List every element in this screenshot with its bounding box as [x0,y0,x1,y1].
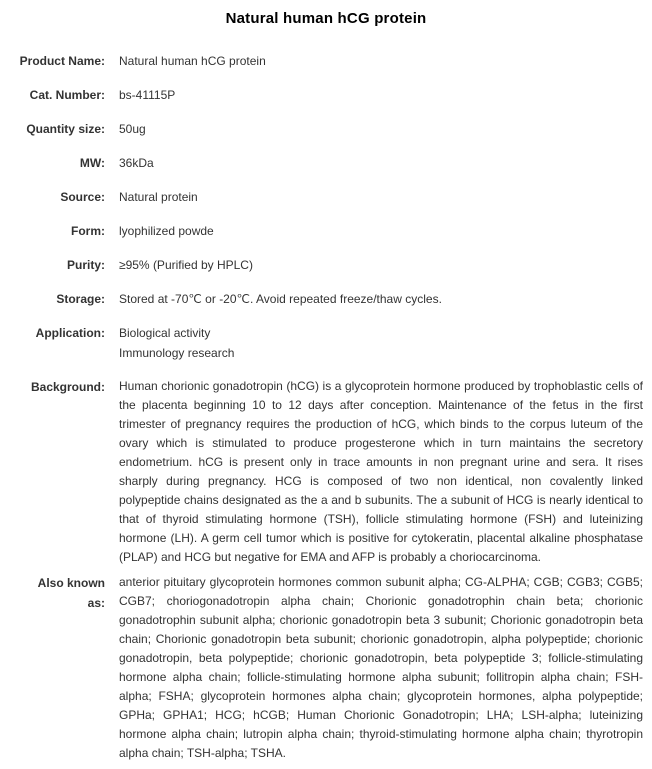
field-row-application [0,323,652,363]
mw-label: MW: [79,156,105,170]
storage-label: Storage: [56,292,105,306]
field-row-product-name [0,51,652,71]
quantity-size-label: Quantity size: [26,122,105,136]
source-label: Source: [60,190,105,204]
field-row-mw [0,153,652,173]
form-value: lyophilized powde [119,224,214,238]
application-line-1: Biological activity [119,326,211,340]
storage-value: Stored at -70℃ or -20℃. Avoid repeated freeze/thaw cycles. [119,292,442,306]
product-name-label: Product Name: [19,54,105,68]
field-row-source [0,187,652,207]
field-row-form [0,221,652,241]
field-row-background [0,377,652,567]
application-line-2: Immunology research [119,346,235,360]
also-known-as-value: anterior pituitary glycoprotein hormones common subunit alpha; CG-ALPHA; CGB; CGB3; CGB5; CGB7; choriogonadotropin alpha chain; Chorionic gonadotrophin chain beta; chorionic gonadotrophin subunit alpha; chorionic gonadotropin beta 3 subunit; Chorionic gonadotropin beta chain; Chorionic gonadotropin beta subunit; chorionic gonadotropin, alpha polypeptide; chorionic gonadotropin, beta polypeptide; chorionic gonadotropin, beta polypeptide 3; follicle-stimulating hormone alpha chain; follicle-stimulating hormone alpha subunit; follitropin alpha chain; FSH-alpha; FSHA; glycoprotein hormones alpha chain; glycoprotein hormones, alpha polypeptide; GPHa; GPHA1; HCG; hCGB; Human Chorionic Gonadotropin; LHA; LSH-alpha; luteinizing hormone alpha chain; lutropin alpha chain; thyroid-stimulating hormone alpha chain; thyrotropin alpha chain; TSH-alpha; TSHA. [119,575,643,760]
mw-value: 36kDa [119,156,154,170]
cat-number-value: bs-41115P [119,88,176,102]
field-row-purity [0,255,652,275]
field-row-also-known-as [0,573,652,763]
purity-label: Purity: [66,258,105,272]
product-name-value: Natural human hCG protein [119,54,266,68]
page-title: Natural human hCG protein [225,10,427,27]
source-value: Natural protein [119,190,198,204]
purity-value: ≥95% (Purified by HPLC) [119,258,253,272]
application-label: Application: [35,326,105,340]
background-label: Background: [30,380,105,394]
quantity-size-value: 50ug [119,122,146,136]
application-value [119,323,643,363]
field-row-cat-number [0,85,652,105]
field-row-quantity-size [0,119,652,139]
also-known-as-label: Also known as: [37,576,105,610]
field-row-storage [0,289,652,309]
form-label: Form: [71,224,105,238]
cat-number-label: Cat. Number: [29,88,105,102]
background-value: Human chorionic gonadotropin (hCG) is a glycoprotein hormone produced by trophoblastic cells of the placenta beginning 10 to 12 days after conception. Maintenance of the fetus in the first trimester of pregnancy requires the production of hCG, which binds to the corpus luteum of the ovary which is stimulated to produce progesterone which in turn maintains the secretory endometrium. hCG is present only in trace amounts in non pregnant urine and sera. It rises sharply during pregnancy. HCG is composed of two non identical, non covalently linked polypeptide chains designated as the a and b subunits. The a subunit of HCG is nearly identical to that of thyroid stimulating hormone (TSH), follicle stimulating hormone (FSH) and luteinizing hormone (LH). A germ cell tumor which is positive for cytokeratin, placental alkaline phosphatase (PLAP) and HCG but negative for EMA and AFP is probably a choriocarcinoma. [119,379,643,564]
product-datasheet [0,51,652,763]
